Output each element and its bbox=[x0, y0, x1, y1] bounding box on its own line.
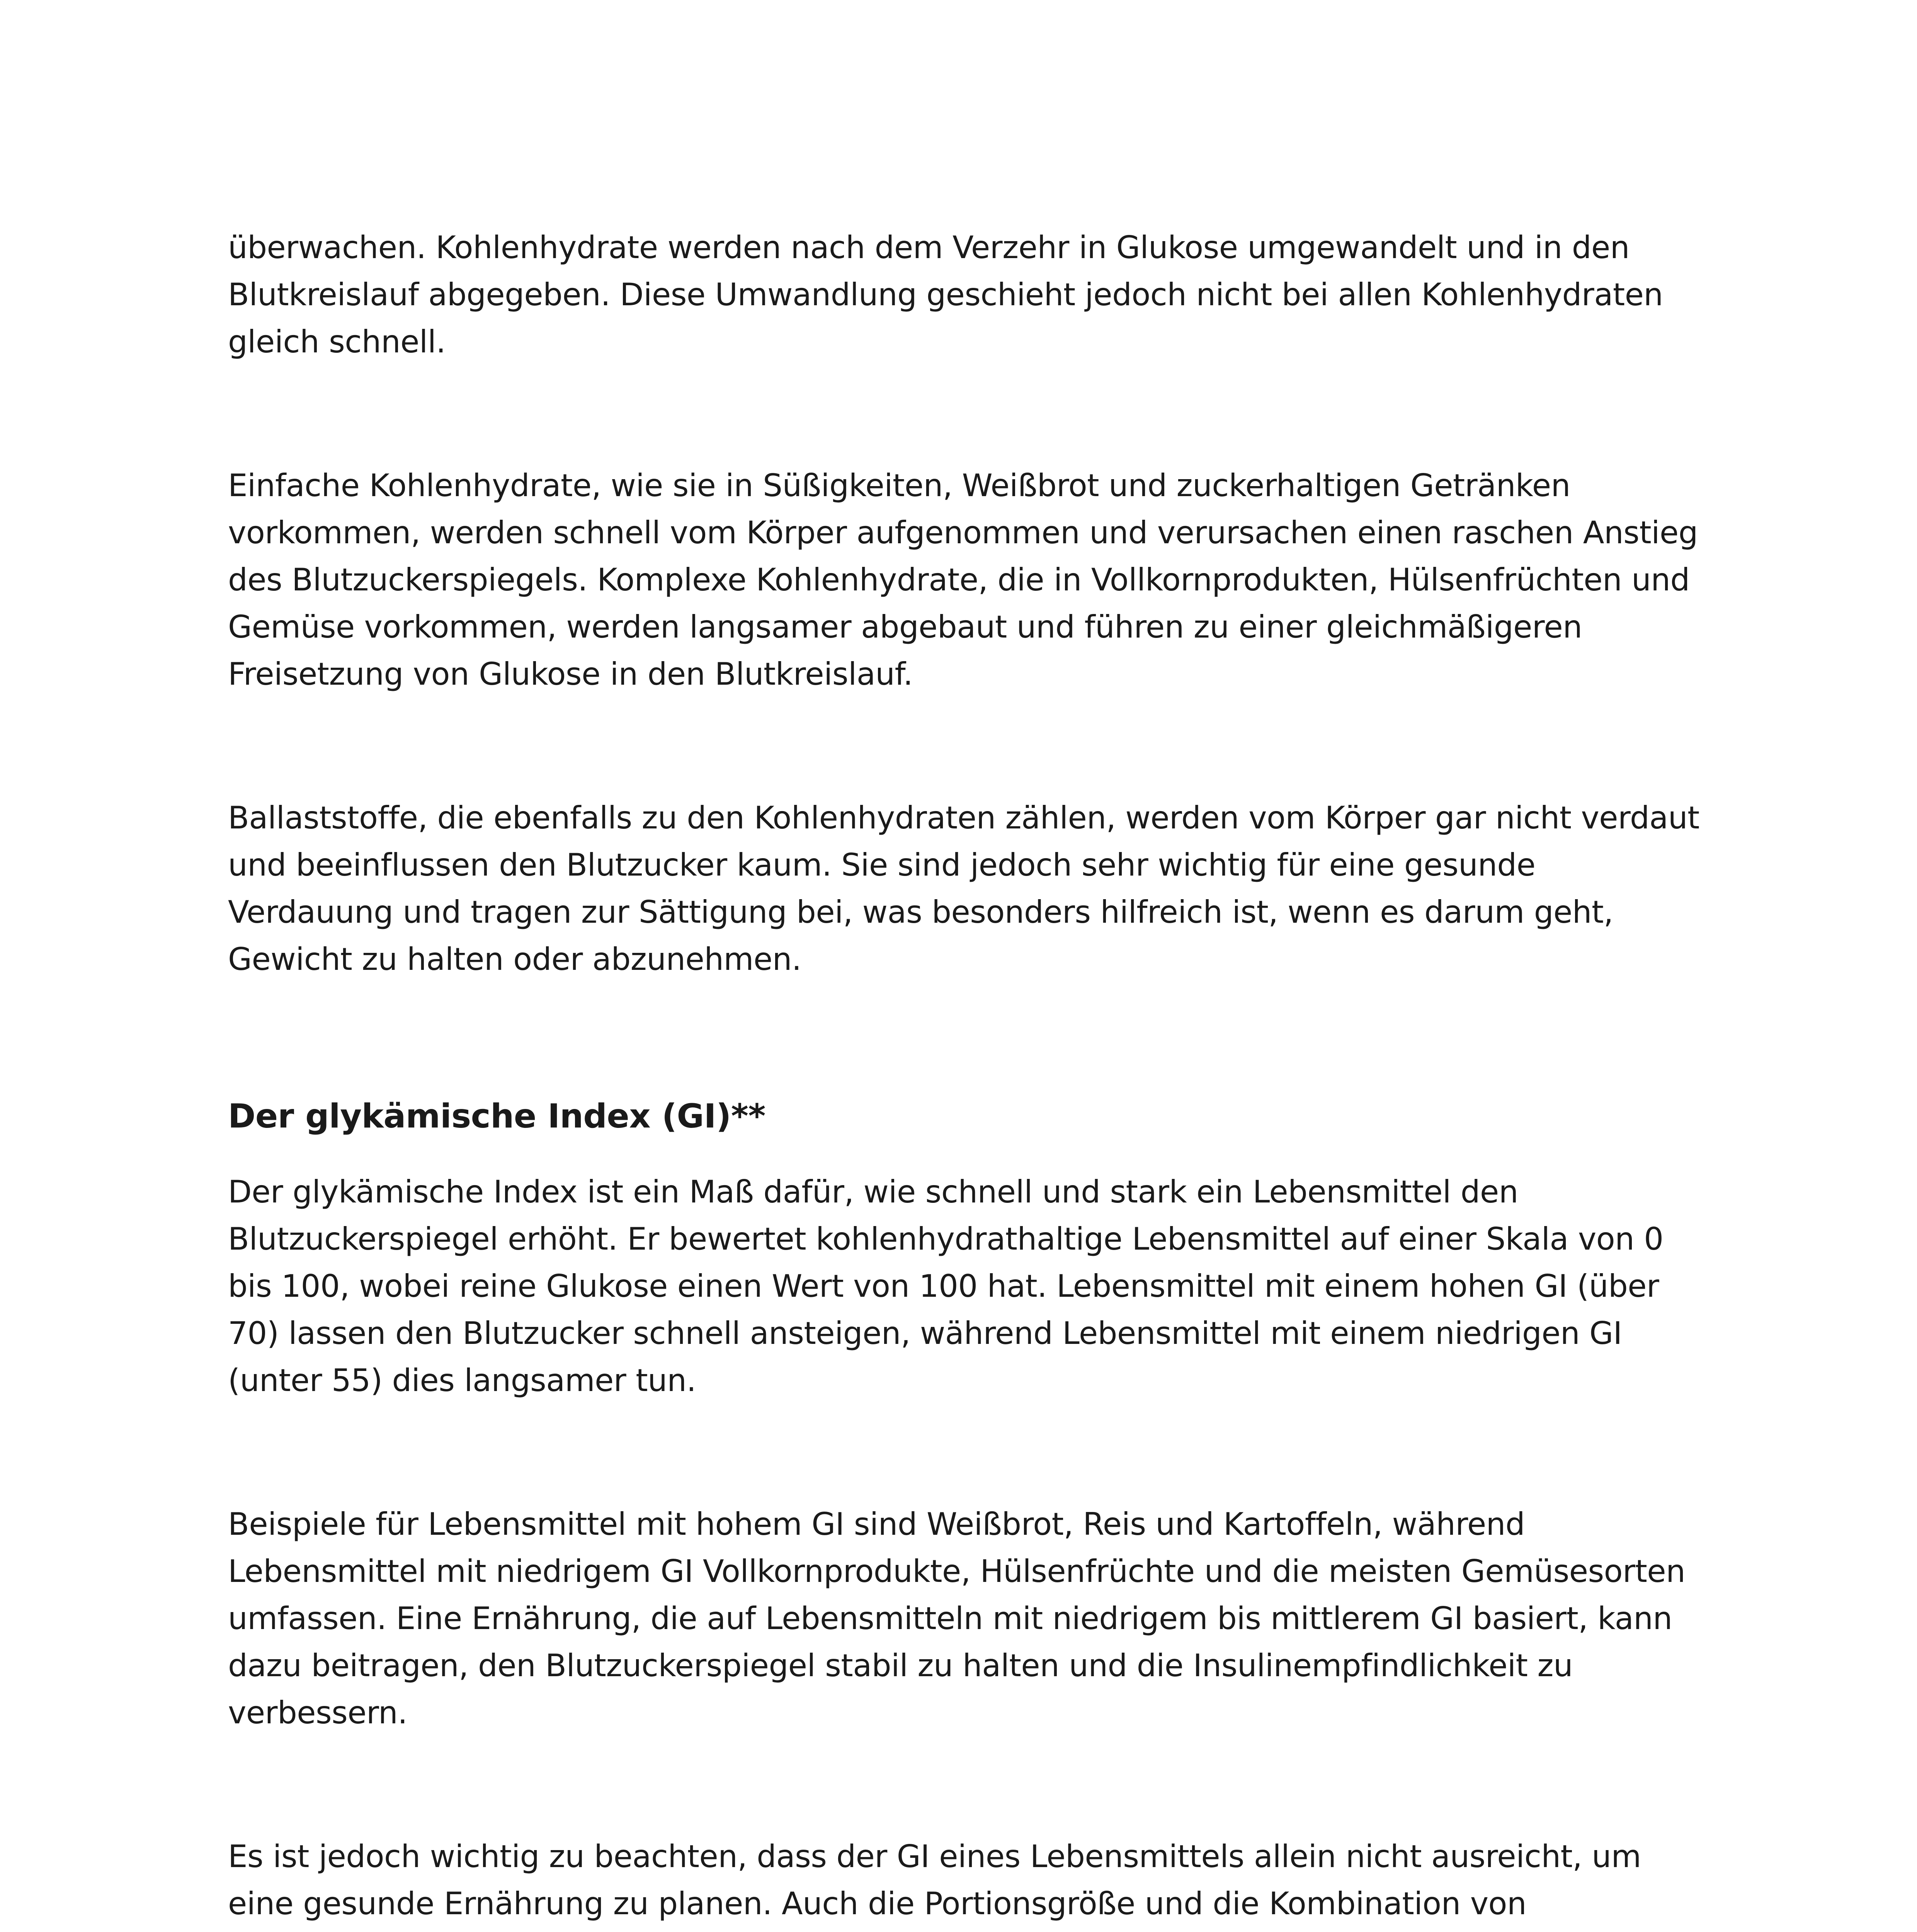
body-paragraph: Ballaststoffe, die ebenfalls zu den Kohlenhydraten zählen, werden vom Körper gar nicht verdaut und beeinflussen den Blutzucker kaum. Sie sind jedoch sehr wichtig für eine gesunde Verdauung und tragen zur Sättigung bei, was besonders hilfreich ist, wenn es darum geht, Gewicht zu halten oder abzunehmen. bbox=[228, 800, 1699, 977]
body-paragraph: Beispiele für Lebensmittel mit hohem GI sind Weißbrot, Reis und Kartoffeln, während Lebensmittel mit niedrigem GI Vollkornprodukte, Hülsenfrüchte und die meisten Gemüsesorten umfassen. Eine Ernährung, die auf Lebensmitteln mit niedrigem bis mittlerem GI basiert, kann dazu beitragen, den Blutzuckerspiegel stabil zu halten und die Insulinempfindlichkeit zu verbessern. bbox=[228, 1506, 1686, 1731]
body-paragraph: Es ist jedoch wichtig zu beachten, dass der GI eines Lebensmittels allein nicht ausreicht, um eine gesunde Ernährung zu planen. Auch die Portionsgröße und die Kombination von bbox=[228, 1838, 1641, 1922]
page-content bbox=[228, 224, 1704, 1932]
body-paragraph: überwachen. Kohlenhydrate werden nach dem Verzehr in Glukose umgewandelt und in den Blutkreislauf abgegeben. Diese Umwandlung geschieht jedoch nicht bei allen Kohlenhydraten gleich schnell. bbox=[228, 230, 1663, 360]
body-paragraph: Der glykämische Index ist ein Maß dafür, wie schnell und stark ein Lebensmittel den Blutzuckerspiegel erhöht. Er bewertet kohlenhydrathaltige Lebensmittel auf einer Skala von 0 bis 100, wobei reine Glukose einen Wert von 100 hat. Lebensmittel mit einem hohen GI (über 70) lassen den Blutzucker schnell ansteigen, während Lebensmittel mit einem niedrigen GI (unter 55) dies langsamer tun. bbox=[228, 1174, 1664, 1398]
section-heading: Der glykämische Index (GI)** bbox=[228, 1097, 765, 1136]
body-paragraph: Einfache Kohlenhydrate, wie sie in Süßigkeiten, Weißbrot und zuckerhaltigen Getränken vorkommen, werden schnell vom Körper aufgenommen und verursachen einen raschen Anstieg des Blutzuckerspiegels. Komplexe Kohlenhydrate, die in Vollkornprodukten, Hülsenfrüchten und Gemüse vorkommen, werden langsamer abgebaut und führen zu einer gleichmäßigeren Freisetzung von Glukose in den Blutkreislauf. bbox=[228, 468, 1698, 692]
